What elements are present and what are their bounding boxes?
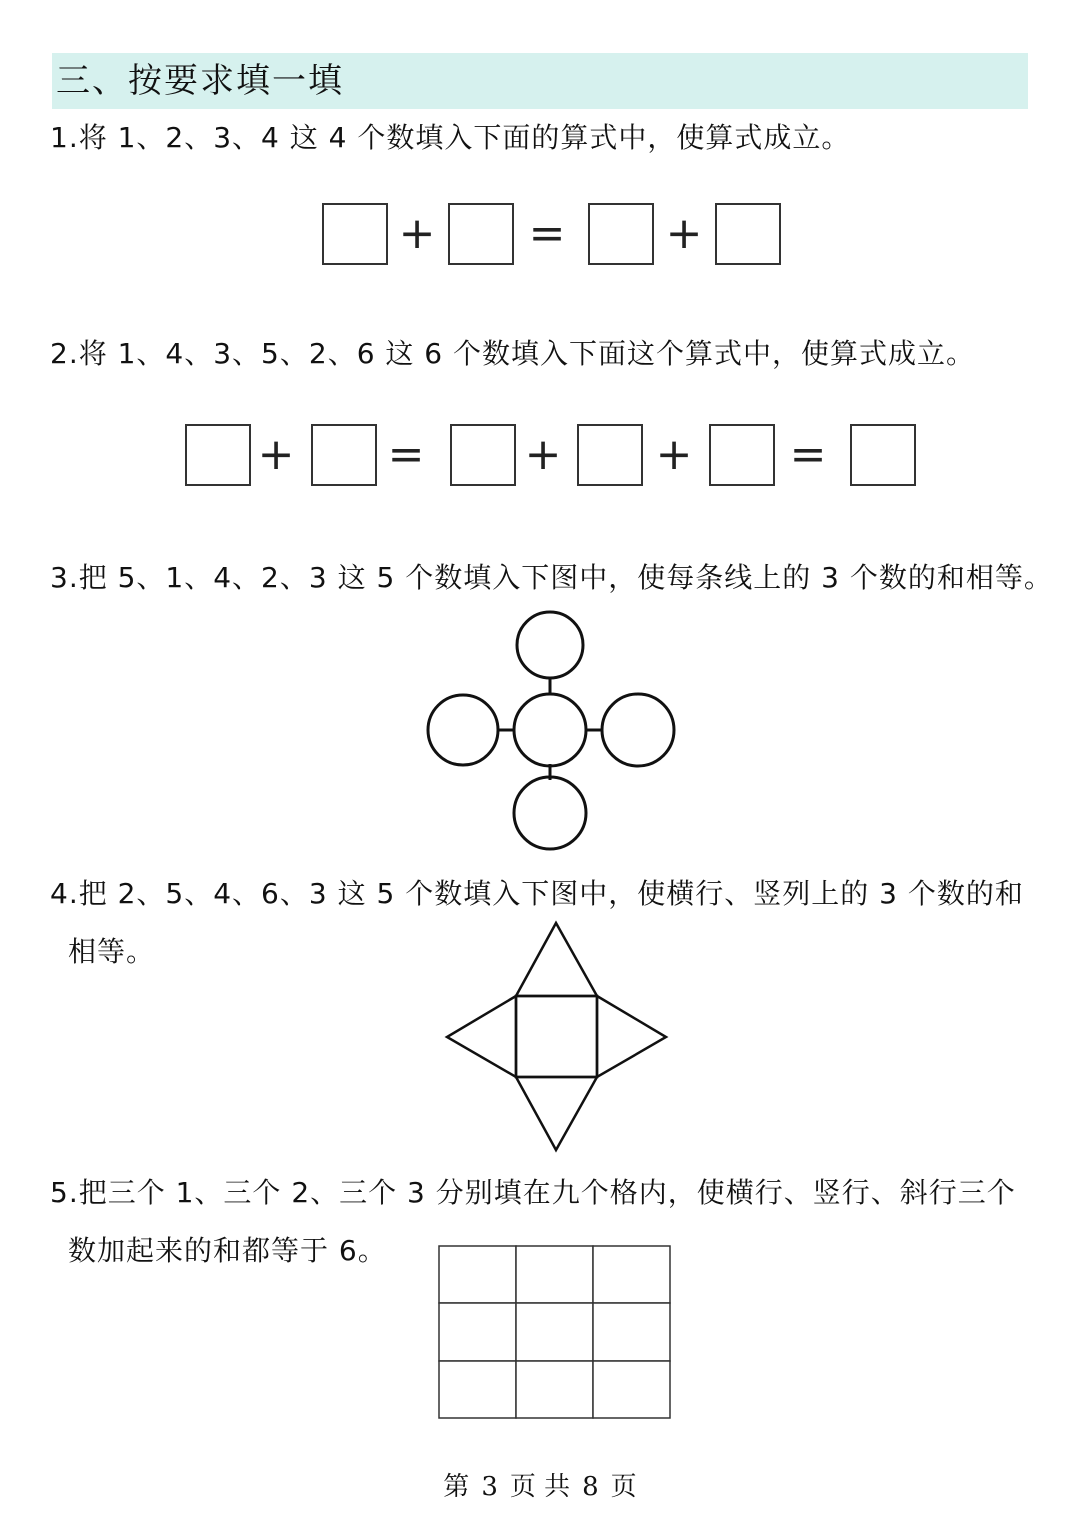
plus-sign: + — [257, 429, 295, 480]
right-triangle[interactable] — [597, 996, 666, 1077]
footer-suffix: 页 — [610, 1472, 637, 1502]
equals-sign: = — [789, 429, 827, 480]
equals-sign: = — [387, 429, 425, 480]
footer-prefix: 第 — [443, 1472, 470, 1502]
answer-box[interactable] — [850, 424, 916, 486]
answer-box[interactable] — [311, 424, 377, 486]
answer-box[interactable] — [450, 424, 516, 486]
grid-cell[interactable] — [593, 1246, 670, 1303]
center-square[interactable] — [516, 996, 597, 1077]
footer-middle: 页 共 — [509, 1472, 571, 1502]
question-1-text: 1.将 1、2、3、4 这 4 个数填入下面的算式中，使算式成立。 — [50, 121, 851, 154]
answer-circle[interactable] — [428, 695, 498, 765]
answer-box[interactable] — [448, 203, 514, 265]
left-triangle[interactable] — [447, 996, 516, 1077]
answer-box[interactable] — [322, 203, 388, 265]
plus-sign: + — [524, 429, 562, 480]
page-footer — [0, 1466, 1080, 1503]
cross-circle-diagram — [400, 600, 700, 860]
question-5-text-line1: 5.把三个 1、三个 2、三个 3 分别填在九个格内，使横行、竖行、斜行三个 — [50, 1176, 1016, 1209]
equals-sign: = — [528, 208, 566, 259]
grid-cell[interactable] — [593, 1303, 670, 1361]
three-by-three-grid — [438, 1245, 674, 1422]
question-5-text-line2: 数加起来的和都等于 6。 — [68, 1234, 387, 1267]
grid-cell[interactable] — [516, 1246, 593, 1303]
answer-circle[interactable] — [602, 694, 674, 766]
answer-circle[interactable] — [517, 612, 583, 678]
question-4-text-line1: 4.把 2、5、4、6、3 这 5 个数填入下图中，使横行、竖列上的 3 个数的和 — [50, 877, 1024, 910]
grid-cell[interactable] — [516, 1361, 593, 1418]
answer-box[interactable] — [715, 203, 781, 265]
question-3-text: 3.把 5、1、4、2、3 这 5 个数填入下图中，使每条线上的 3 个数的和相等。 — [50, 561, 1053, 594]
footer-total-pages: 8 — [582, 1472, 599, 1502]
grid-cell[interactable] — [516, 1303, 593, 1361]
star-square-diagram — [440, 915, 680, 1160]
section-header — [52, 53, 1028, 109]
grid-cell[interactable] — [439, 1303, 516, 1361]
answer-box[interactable] — [577, 424, 643, 486]
grid-cell[interactable] — [439, 1361, 516, 1418]
bottom-triangle[interactable] — [516, 1077, 597, 1150]
grid-cell[interactable] — [593, 1361, 670, 1418]
grid-cell[interactable] — [439, 1246, 516, 1303]
section-title: 三、按要求填一填 — [56, 61, 344, 101]
answer-box[interactable] — [185, 424, 251, 486]
answer-circle[interactable] — [514, 694, 586, 766]
plus-sign: + — [665, 208, 703, 259]
plus-sign: + — [655, 429, 693, 480]
top-triangle[interactable] — [516, 923, 597, 996]
plus-sign: + — [398, 208, 436, 259]
answer-circle[interactable] — [514, 777, 586, 849]
footer-page-number: 3 — [481, 1472, 498, 1502]
answer-box[interactable] — [709, 424, 775, 486]
question-4-text-line2: 相等。 — [68, 935, 156, 968]
question-2-text: 2.将 1、4、3、5、2、6 这 6 个数填入下面这个算式中，使算式成立。 — [50, 337, 976, 370]
answer-box[interactable] — [588, 203, 654, 265]
